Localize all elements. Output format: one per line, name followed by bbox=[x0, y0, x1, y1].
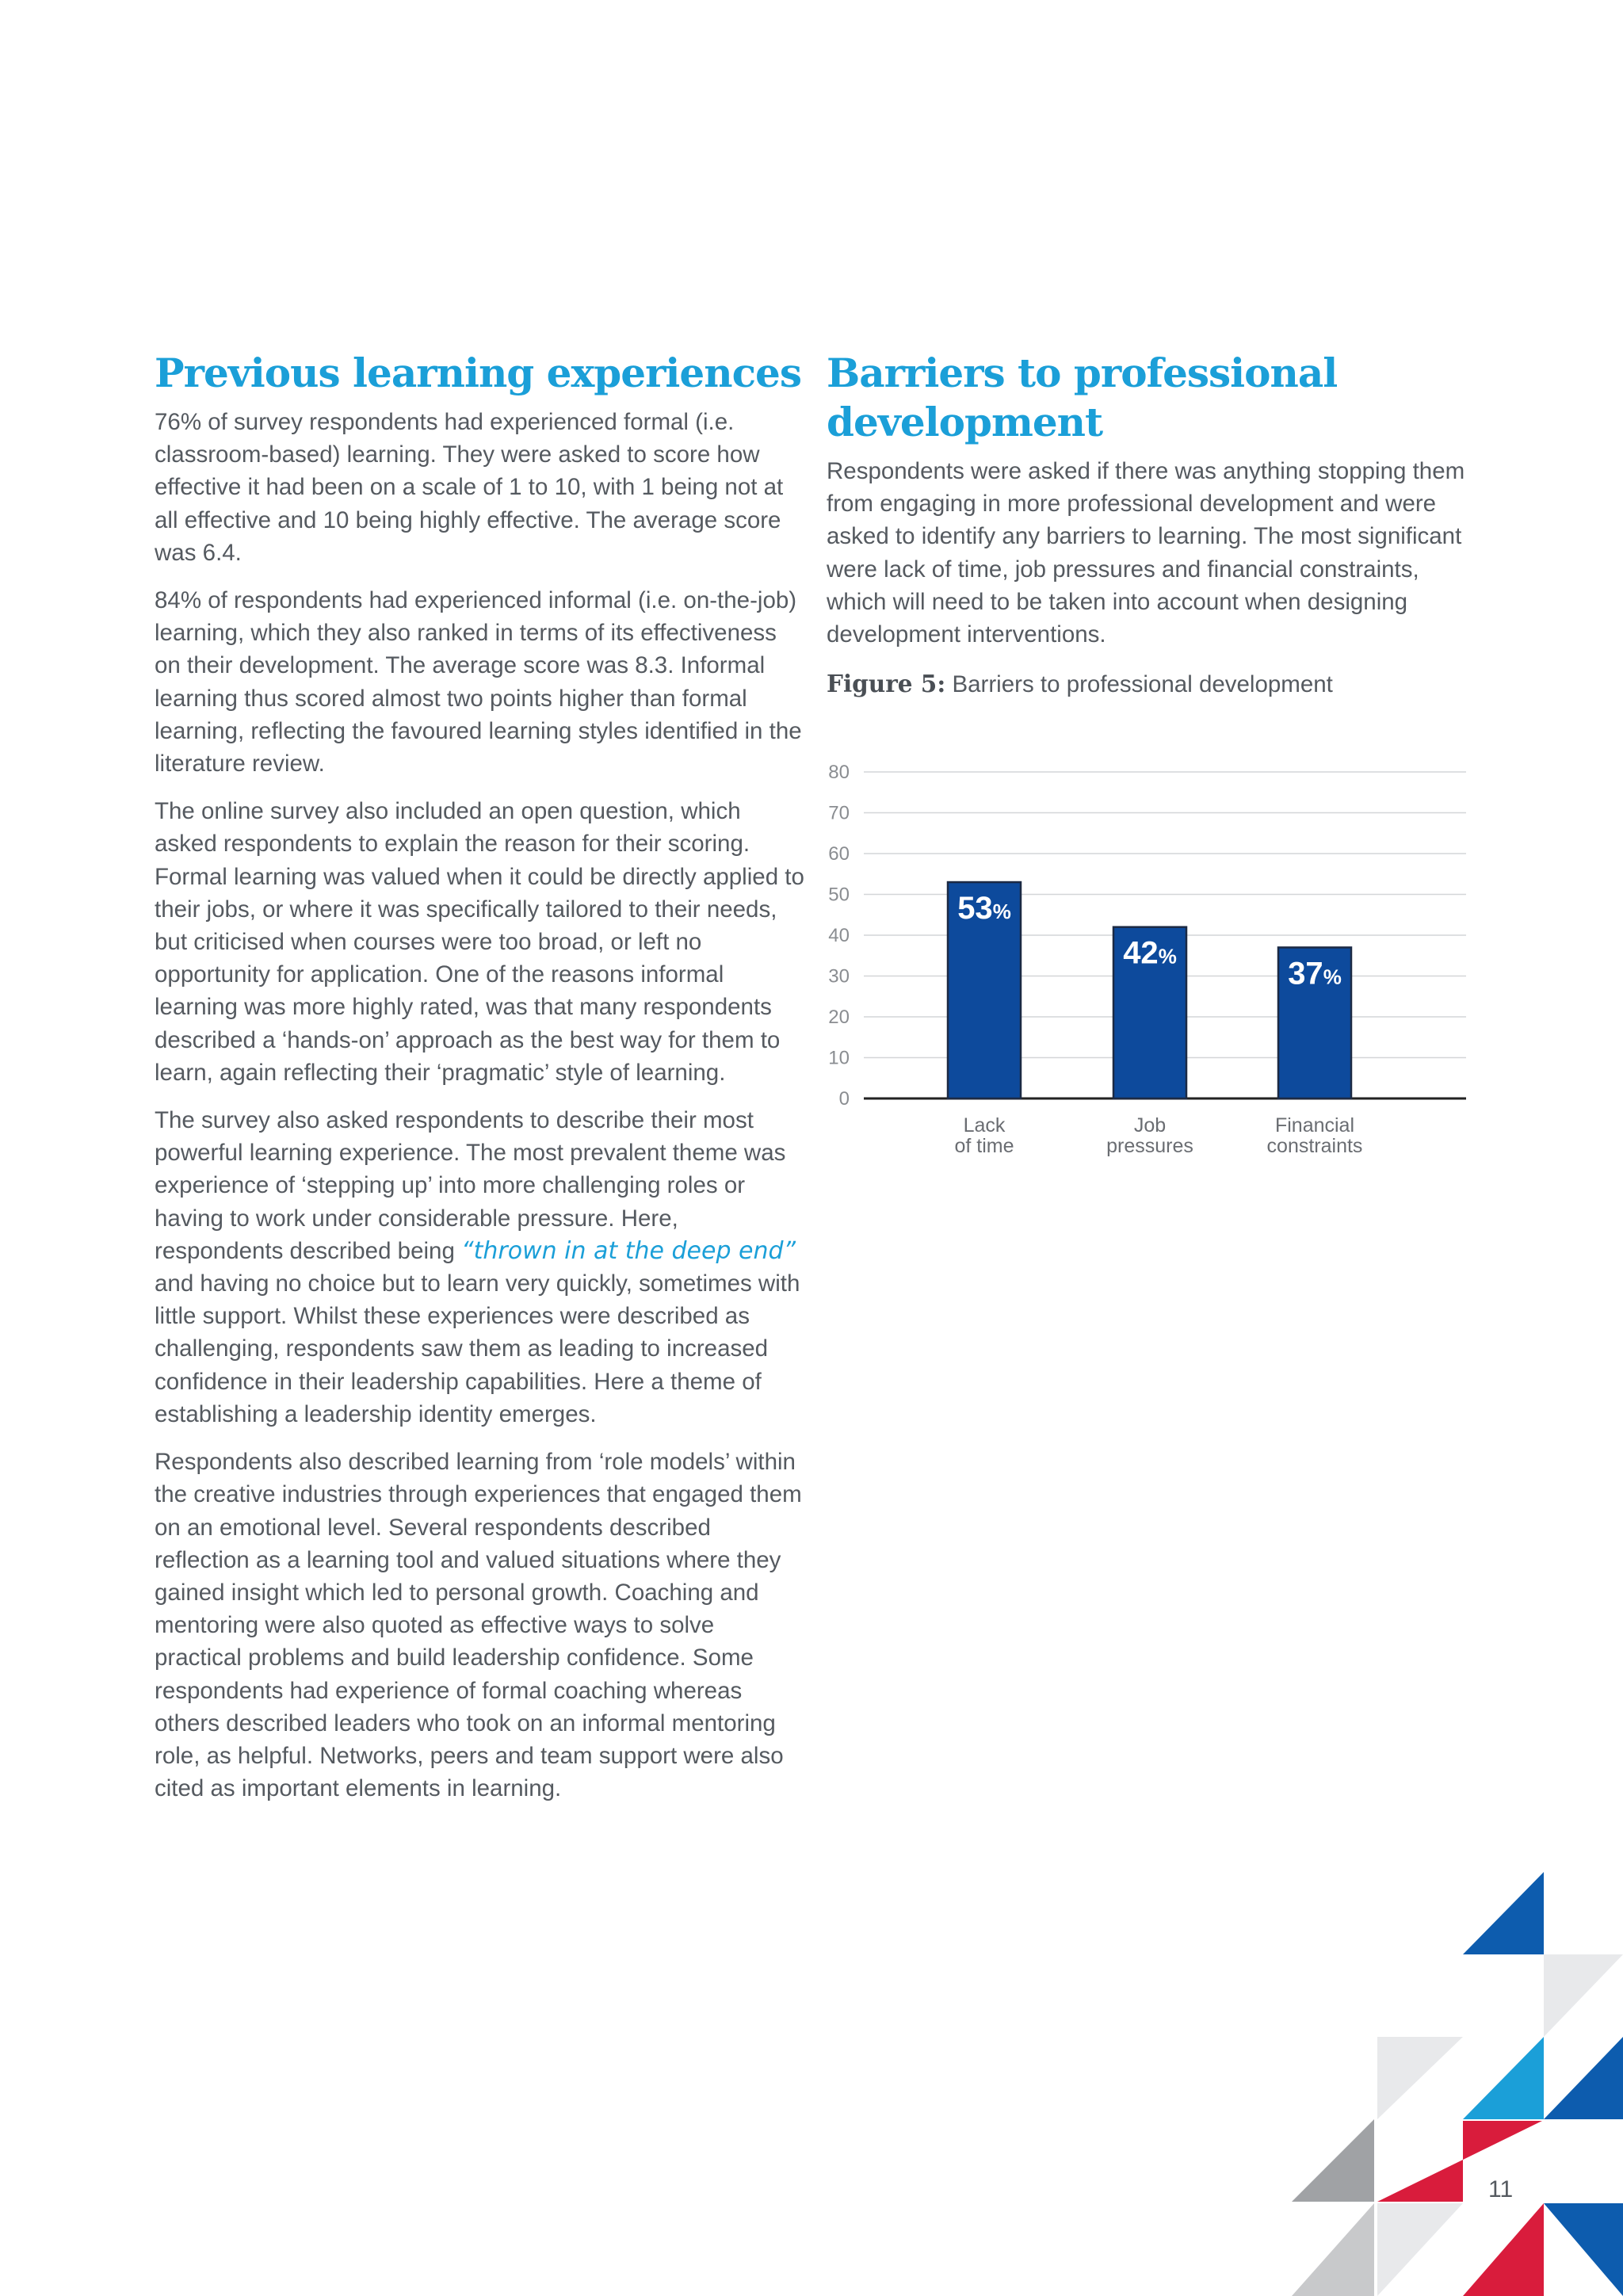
triangle-shape bbox=[1463, 1872, 1544, 1954]
triangle-shape bbox=[1292, 2119, 1374, 2202]
bar-value-suffix: % bbox=[1323, 965, 1342, 989]
bar-value-suffix: % bbox=[992, 900, 1011, 924]
y-tick-label: 50 bbox=[828, 884, 850, 906]
y-tick-label: 0 bbox=[838, 1088, 850, 1110]
y-tick-label: 80 bbox=[828, 762, 850, 783]
triangle-shape bbox=[1463, 2037, 1544, 2119]
triangle-shape bbox=[1544, 2037, 1623, 2119]
triangle-shape bbox=[1377, 2121, 1542, 2202]
y-tick-label: 30 bbox=[828, 965, 850, 988]
section-heading-previous-learning: Previous learning experiences bbox=[155, 350, 801, 396]
y-tick-label: 10 bbox=[828, 1047, 850, 1069]
decorative-triangles bbox=[1189, 1870, 1623, 2296]
pull-quote: “thrown in at the deep end” bbox=[461, 1236, 796, 1265]
bar-value-number: 53 bbox=[957, 891, 993, 926]
triangle-shape bbox=[1377, 2203, 1463, 2296]
y-tick-label: 40 bbox=[828, 925, 850, 946]
bar-value-number: 42 bbox=[1123, 935, 1159, 971]
y-tick-label: 70 bbox=[828, 802, 850, 824]
y-tick-label: 20 bbox=[828, 1007, 850, 1028]
paragraph-formal-learning: 76% of survey respondents had experienced formal (i.e. classroom-based) learning. They were asked to score how effective it had been on a scale of 1 to 10, with 1 being not at all effective and 10 being highly effective. The average score was 6.4. bbox=[155, 409, 784, 566]
paragraph-open-question: The online survey also included an open question, which asked respondents to explain the reason for their scoring. Formal learning was valued when it could be directly applied to their jobs, or where it was specifically tailored to their needs, but criticised when courses were too broad, or left no opportunity for application. One of the reasons informal learning was more highly rated, was that many respondents described a ‘hands-on’ approach as the best way for them to learn, again reflecting their ‘pragmatic’ style of learning. bbox=[155, 798, 804, 1086]
left-column bbox=[155, 349, 804, 1820]
x-category-label: Financial bbox=[1274, 1114, 1355, 1137]
triangle-shape bbox=[1292, 2203, 1374, 2296]
paragraph-role-models: Respondents also described learning from ‘role models’ within the creative industries through experiences that engaged them on an emotional level. Several respondents described reflection as a learning tool and valued situations where they gained insight which led to personal growth. Coaching and mentoring were also quoted as effective ways to solve practical problems and build leadership confidence. Some respondents had experience of formal coaching whereas others described leaders who took on an informal mentoring role, as helpful. Networks, peers and team support were also cited as important elements in learning. bbox=[155, 1449, 802, 1802]
x-category-label: constraints bbox=[1266, 1135, 1363, 1157]
right-column bbox=[827, 349, 1476, 716]
triangle-shape bbox=[1463, 2203, 1544, 2296]
x-category-label: Job bbox=[1133, 1114, 1167, 1137]
figure-caption bbox=[827, 668, 1476, 701]
x-category-label: pressures bbox=[1106, 1135, 1193, 1157]
triangle-shape bbox=[1377, 2037, 1463, 2119]
bar-value-suffix: % bbox=[1158, 944, 1177, 968]
paragraph-barriers-intro: Respondents were asked if there was anything stopping them from engaging in more professional development and were asked to identify any barriers to learning. The most significant were lack of time, job pressures and financial constraints, which will need to be taken into account when designing development interventions. bbox=[827, 458, 1465, 648]
triangle-shape bbox=[1544, 1954, 1623, 2037]
y-tick-label: 60 bbox=[828, 843, 850, 865]
x-category-label: of time bbox=[954, 1135, 1014, 1157]
bar-chart bbox=[816, 745, 1490, 1173]
page-number: 11 bbox=[1488, 2176, 1514, 2202]
bar-value-number: 37 bbox=[1288, 956, 1323, 991]
paragraph-informal-learning: 84% of respondents had experienced informal (i.e. on-the-job) learning, which they also ranked in terms of its effectiveness on their development. The average score was 8.3. Informal learning thus scored almost two points higher than formal learning, reflecting the favoured learning styles identified in the literature review. bbox=[155, 587, 802, 777]
paragraph-text: and having no choice but to learn very quickly, sometimes with little support. Whilst these experiences were described as challenging, respondents saw them as leading to increased confidence in their leadership capabilities. Here a theme of establishing a leadership identity emerges. bbox=[155, 1270, 800, 1427]
x-category-label: Lack bbox=[963, 1114, 1006, 1137]
figure-title: Barriers to professional development bbox=[952, 671, 1333, 698]
paragraph-powerful-experience bbox=[155, 1104, 804, 1431]
paragraph-text: The survey also asked respondents to describe their most powerful learning experience. The most prevalent theme was experience of ‘stepping up’ into more challenging roles or having to work under considerable pressure. Here, respondents described being bbox=[155, 1107, 786, 1264]
triangle-shape bbox=[1544, 2203, 1623, 2296]
section-heading-barriers: Barriers to professional development bbox=[827, 350, 1338, 445]
figure-label: Figure 5: bbox=[827, 670, 946, 698]
